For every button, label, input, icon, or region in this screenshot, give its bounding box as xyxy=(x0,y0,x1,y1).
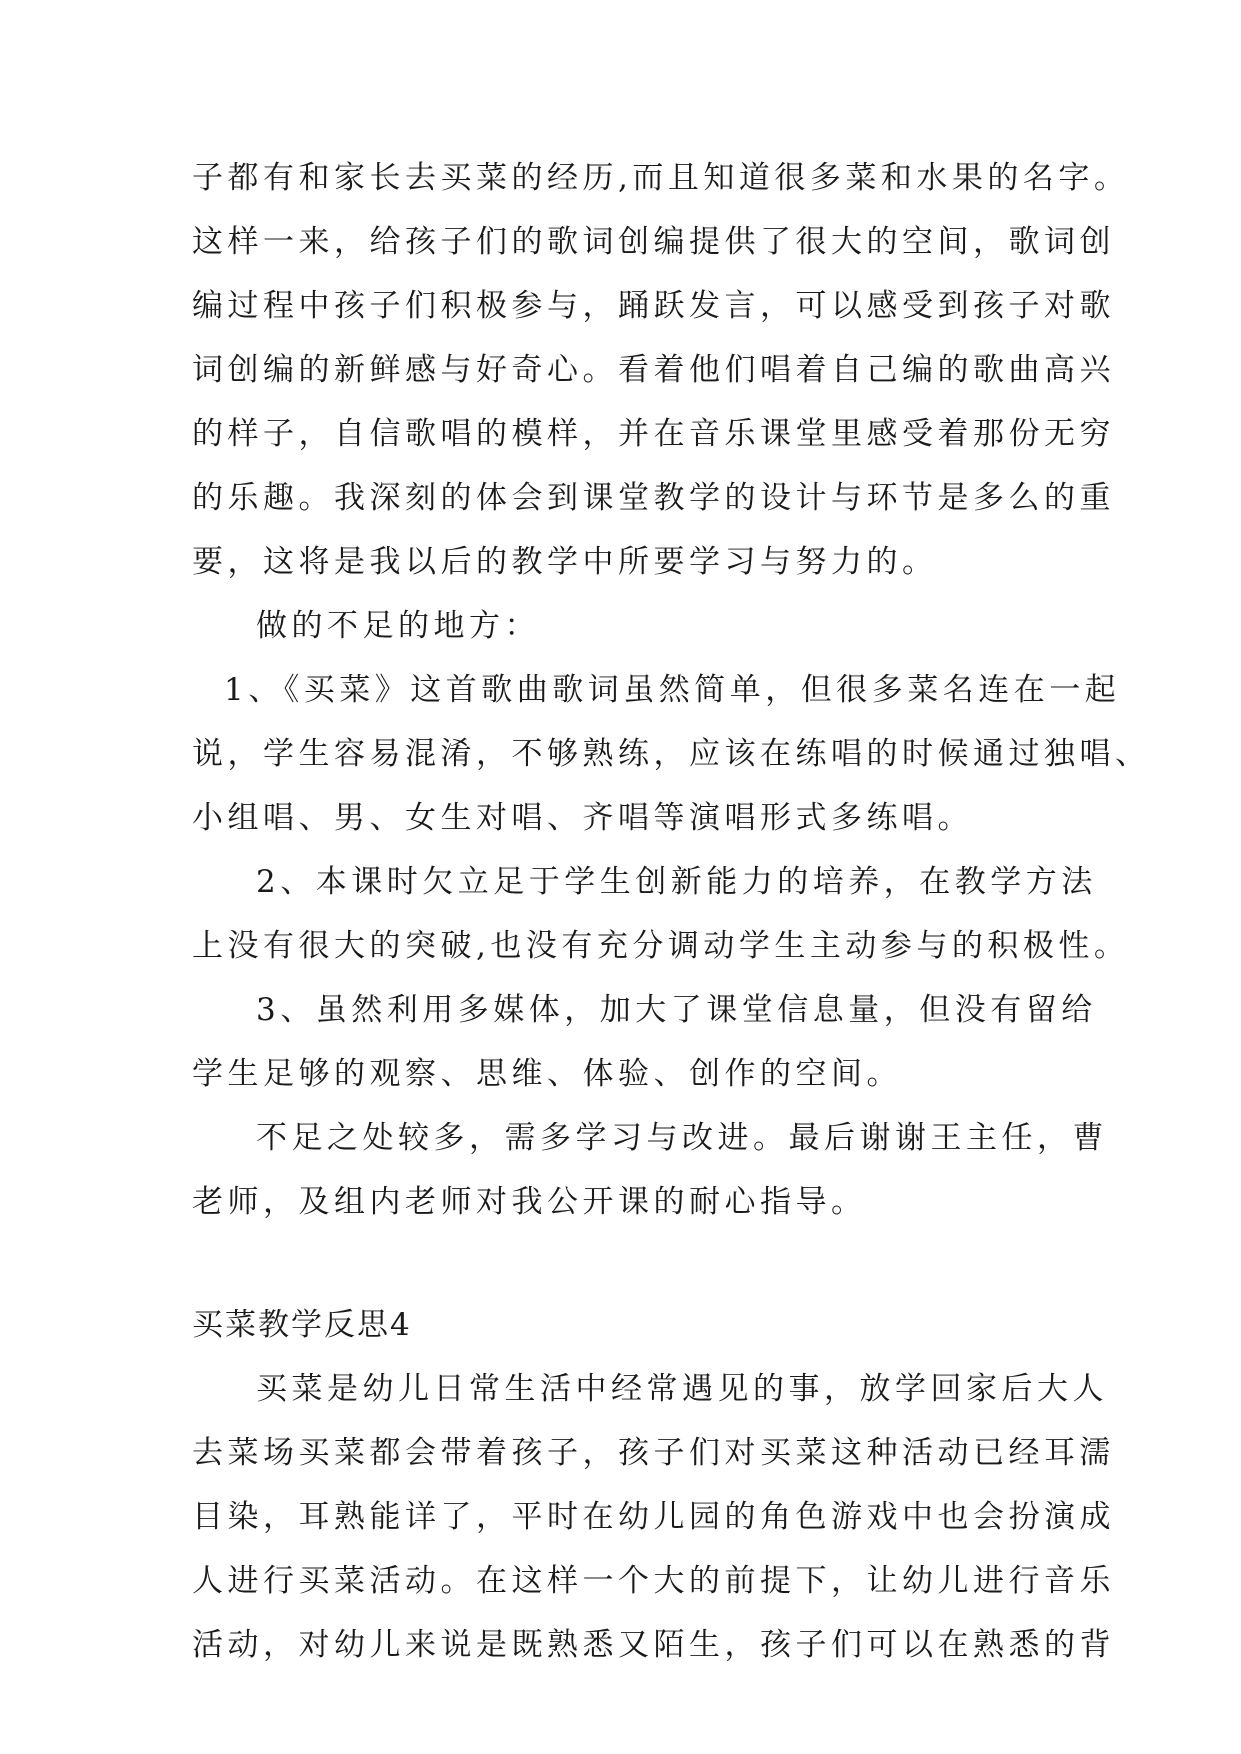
text-line: 子都有和家长去买菜的经历,而且知道很多菜和水果的名字。 xyxy=(192,160,1130,196)
text-line: 说，学生容易混淆，不够熟练，应该在练唱的时候通过独唱、 xyxy=(192,736,1151,772)
text-line: 编过程中孩子们积极参与，踊跃发言，可以感受到孩子对歌 xyxy=(192,288,1115,324)
text-line: 这样一来，给孩子们的歌词创编提供了很大的空间，歌词创 xyxy=(192,224,1115,260)
text-line: 老师，及组内老师对我公开课的耐心指导。 xyxy=(192,1184,867,1220)
text-line: 词创编的新鲜感与好奇心。看着他们唱着自己编的歌曲高兴 xyxy=(192,352,1115,388)
text-line: 目染，耳熟能详了，平时在幼儿园的角色游戏中也会扮演成 xyxy=(192,1499,1115,1535)
text-line: 学生足够的观察、思维、体验、创作的空间。 xyxy=(192,1056,902,1092)
list-item: 3、虽然利用多媒体，加大了课堂信息量，但没有留给 xyxy=(256,992,1097,1028)
section-title: 买菜教学反思4 xyxy=(192,1307,412,1343)
text-line: 的样子，自信歌唱的模样，并在音乐课堂里感受着那份无穷 xyxy=(192,416,1115,452)
list-item: 1、《买菜》这首歌曲歌词虽然简单，但很多菜名连在一起 xyxy=(224,672,1121,708)
section-heading: 做的不足的地方： xyxy=(256,608,540,644)
list-item: 2、本课时欠立足于学生创新能力的培养，在教学方法 xyxy=(256,864,1097,900)
text-line: 去菜场买菜都会带着孩子，孩子们对买菜这种活动已经耳濡 xyxy=(192,1435,1115,1471)
paragraph-start: 买菜是幼儿日常生活中经常遇见的事，放学回家后大人 xyxy=(256,1371,1108,1407)
text-line: 活动，对幼儿来说是既熟悉又陌生，孩子们可以在熟悉的背 xyxy=(192,1627,1115,1663)
text-line: 要，这将是我以后的教学中所要学习与努力的。 xyxy=(192,544,938,580)
text-line: 人进行买菜活动。在这样一个大的前提下，让幼儿进行音乐 xyxy=(192,1563,1115,1599)
text-line: 小组唱、男、女生对唱、齐唱等演唱形式多练唱。 xyxy=(192,800,973,836)
paragraph-start: 不足之处较多，需多学习与改进。最后谢谢王主任，曹 xyxy=(256,1120,1108,1156)
text-line: 上没有很大的突破,也没有充分调动学生主动参与的积极性。 xyxy=(192,928,1130,964)
text-line: 的乐趣。我深刻的体会到课堂教学的设计与环节是多么的重 xyxy=(192,480,1115,516)
